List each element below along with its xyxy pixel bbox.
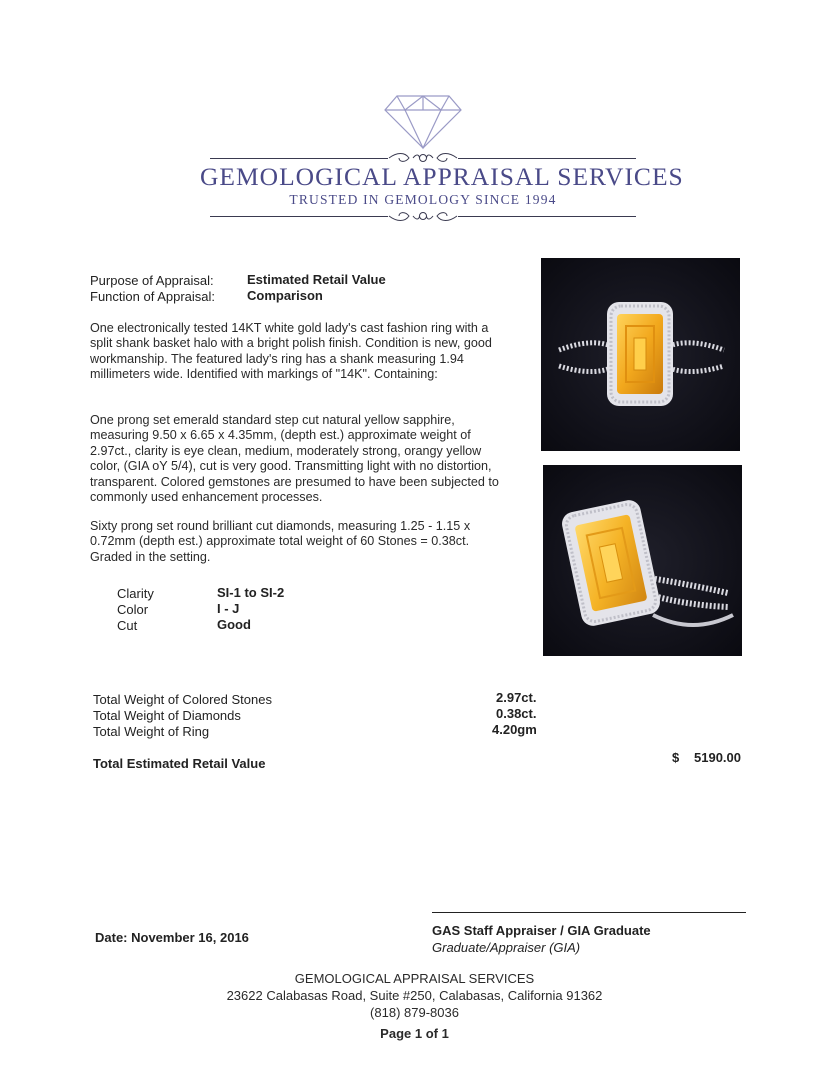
header-top-rule-left bbox=[210, 158, 388, 159]
footer-address: 23622 Calabasas Road, Suite #250, Calabasas, California 91362 bbox=[226, 988, 603, 1003]
header-top-rule-right bbox=[458, 158, 636, 159]
header-bottom-rule-right bbox=[458, 216, 636, 217]
purpose-label: Purpose of Appraisal: bbox=[90, 273, 214, 288]
total-colored-stones-value: 2.97ct. bbox=[496, 690, 537, 705]
purpose-value: Estimated Retail Value bbox=[247, 272, 386, 287]
footer-company: GEMOLOGICAL APPRAISAL SERVICES bbox=[294, 971, 535, 986]
footer-phone: (818) 879-8036 bbox=[370, 1005, 459, 1020]
grade-cut-label: Cut bbox=[117, 618, 138, 633]
function-value: Comparison bbox=[247, 288, 323, 303]
appraiser-title: Graduate/Appraiser (GIA) bbox=[432, 940, 581, 955]
signature-line bbox=[432, 912, 746, 913]
total-colored-stones-label: Total Weight of Colored Stones bbox=[93, 692, 272, 707]
page-number: Page 1 of 1 bbox=[380, 1026, 449, 1041]
ring-top-view-image bbox=[541, 258, 740, 451]
appraisal-date: Date: November 16, 2016 bbox=[95, 930, 249, 945]
ring-description-text: One electronically tested 14KT white gold lady's cast fashion ring with a split shank basket halo with a bright polish finish. Condition is new, good workmanship. The featured lady's ring has a shank measuring 1.94 millimeters wide. Identified with markings of "14K". Containing: bbox=[90, 321, 492, 382]
total-ring-weight-value: 4.20gm bbox=[492, 722, 537, 737]
grade-cut-value: Good bbox=[217, 617, 251, 632]
sapphire-description bbox=[90, 413, 510, 505]
diamond-logo-icon bbox=[383, 92, 463, 150]
total-ring-weight-label: Total Weight of Ring bbox=[93, 724, 210, 739]
diamond-description-text: Sixty prong set round brilliant cut diamonds, measuring 1.25 - 1.15 x 0.72mm (depth est.) approximate total weight of 60 Stones = 0.38ct. Graded in the setting. bbox=[90, 519, 471, 564]
header-bottom-flourish-icon bbox=[387, 209, 459, 223]
total-estimate-amount: 5190.00 bbox=[694, 750, 741, 765]
total-diamonds-value: 0.38ct. bbox=[496, 706, 537, 721]
grade-color-value: I - J bbox=[217, 601, 240, 616]
grade-color-label: Color bbox=[117, 602, 149, 617]
total-diamonds-label: Total Weight of Diamonds bbox=[93, 708, 241, 723]
company-tagline: TRUSTED IN GEMOLOGY SINCE 1994 bbox=[289, 192, 557, 207]
appraiser-name: GAS Staff Appraiser / GIA Graduate bbox=[432, 923, 651, 938]
total-estimate-label: Total Estimated Retail Value bbox=[93, 756, 266, 771]
ring-angle-view-image bbox=[543, 465, 742, 656]
company-name: GEMOLOGICAL APPRAISAL SERVICES bbox=[200, 162, 684, 191]
header-bottom-rule-left bbox=[210, 216, 388, 217]
ring-photo-angle bbox=[543, 465, 742, 656]
grade-clarity-value: SI-1 to SI-2 bbox=[217, 585, 285, 600]
total-estimate-currency: $ bbox=[672, 750, 680, 765]
diamond-description bbox=[90, 519, 510, 565]
ring-description bbox=[90, 321, 510, 383]
sapphire-description-text: One prong set emerald standard step cut natural yellow sapphire, measuring 9.50 x 6.65 x 4.35mm, (depth est.) approximate weight of 2.97ct., clarity is eye clean, medium, moderately strong, orangy yellow color, (GIA oY 5/4), cut is very good. Transmitting light with no distortion, transparent. Colored gemstones are presumed to have been subjected to commonly used enhancement processes. bbox=[90, 413, 499, 505]
ring-photo-top bbox=[541, 258, 740, 451]
function-label: Function of Appraisal: bbox=[90, 289, 216, 304]
grade-clarity-label: Clarity bbox=[117, 586, 154, 601]
